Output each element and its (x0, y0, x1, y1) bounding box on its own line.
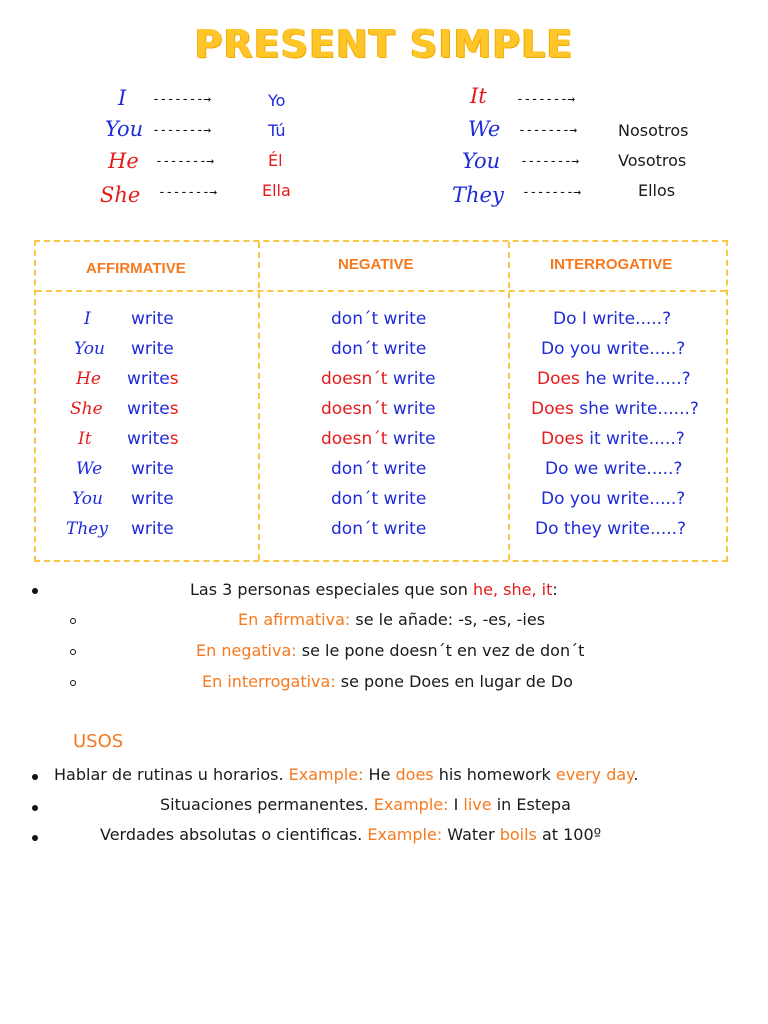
uso-segment: at 100º (536, 825, 602, 844)
row-interrogative: Do we write.....? (545, 459, 683, 479)
row-interrogative: Does he write.....? (537, 369, 691, 389)
usos-heading: USOS (73, 731, 124, 752)
table-row (36, 459, 726, 489)
uso-segment: . (633, 765, 639, 784)
translation-el: Él (268, 151, 283, 170)
uso-segment: Example: (288, 765, 364, 784)
row-negative: don´t write (331, 309, 427, 329)
table-row (36, 519, 726, 549)
sub-bullet (70, 649, 76, 655)
translation-yo: Yo (268, 91, 286, 110)
pronoun-we: We (468, 117, 501, 141)
arrow: -------→ (520, 154, 579, 169)
bullet (32, 774, 38, 780)
row-negative: don´t write (331, 339, 427, 359)
table-row (36, 429, 726, 459)
uso-segment: does (395, 765, 434, 784)
note-affirmative: En afirmativa: se le añade: -s, -es, -ies (238, 610, 546, 629)
uso-segment: in Estepa (491, 795, 571, 814)
uso-segment: his homework (433, 765, 556, 784)
row-pronoun: We (76, 459, 103, 479)
uso-segment: boils (499, 825, 537, 844)
translation-tu: Tú (268, 121, 286, 140)
row-verb: write (131, 489, 174, 509)
translation-vosotros: Vosotros (618, 151, 687, 170)
row-verb: write (131, 459, 174, 479)
row-verb: writes (127, 399, 179, 419)
uso-segment: Example: (367, 825, 443, 844)
row-pronoun: You (74, 339, 105, 359)
uso-item (160, 795, 571, 814)
table-row (36, 489, 726, 519)
conjugation-table (34, 240, 728, 562)
arrow: -------→ (155, 154, 214, 169)
row-pronoun: They (66, 519, 108, 539)
row-negative: don´t write (331, 519, 427, 539)
pronoun-i: I (118, 86, 127, 110)
header-negative: NEGATIVE (338, 256, 414, 273)
arrow: -------→ (152, 92, 211, 107)
row-negative: don´t write (331, 459, 427, 479)
row-verb: writes (127, 429, 179, 449)
row-negative: doesn´t write (321, 429, 436, 449)
row-interrogative: Do you write.....? (541, 489, 686, 509)
pronoun-it: It (470, 84, 487, 108)
table-row (36, 369, 726, 399)
page-title: PRESENT SIMPLE (194, 22, 574, 66)
row-negative: doesn´t write (321, 399, 436, 419)
uso-segment: Water (442, 825, 500, 844)
uso-item (100, 825, 601, 844)
row-pronoun: He (76, 369, 101, 389)
row-interrogative: Does it write.....? (541, 429, 685, 449)
row-interrogative: Do I write.....? (553, 309, 672, 329)
pronoun-you: You (105, 117, 144, 141)
bullet (32, 805, 38, 811)
note-main: Las 3 personas especiales que son he, she, it: (190, 580, 558, 599)
row-interrogative: Do they write.....? (535, 519, 687, 539)
pronoun-they: They (452, 183, 504, 207)
arrow: -------→ (522, 185, 581, 200)
sub-bullet (70, 680, 76, 686)
row-negative: don´t write (331, 489, 427, 509)
uso-segment: Situaciones permanentes. (160, 795, 374, 814)
row-interrogative: Does she write......? (531, 399, 699, 419)
pronoun-he: He (108, 149, 139, 173)
row-pronoun: She (70, 399, 103, 419)
uso-segment: I (448, 795, 464, 814)
header-affirmative: AFFIRMATIVE (86, 260, 186, 277)
row-verb: writes (127, 369, 179, 389)
table-row (36, 399, 726, 429)
translation-ella: Ella (262, 181, 291, 200)
pronoun-you-plural: You (462, 149, 501, 173)
row-verb: write (131, 339, 174, 359)
bullet (32, 588, 38, 594)
header-interrogative: INTERROGATIVE (550, 256, 673, 273)
row-pronoun: I (84, 309, 91, 329)
bullet (32, 835, 38, 841)
sub-bullet (70, 618, 76, 624)
header-divider (36, 290, 726, 292)
row-pronoun: It (78, 429, 92, 449)
table-row (36, 339, 726, 369)
uso-segment: Example: (373, 795, 449, 814)
note-negative: En negativa: se le pone doesn´t en vez de don´t (196, 641, 585, 660)
note-interrogative: En interrogativa: se pone Does en lugar de Do (202, 672, 573, 691)
uso-segment: Verdades absolutas o cientificas. (100, 825, 368, 844)
table-row (36, 309, 726, 339)
uso-item (54, 765, 638, 784)
uso-segment: live (463, 795, 492, 814)
uso-segment: every day (555, 765, 634, 784)
uso-segment: Hablar de rutinas u horarios. (54, 765, 289, 784)
pronoun-she: She (100, 183, 141, 207)
arrow: -------→ (152, 123, 211, 138)
arrow: -------→ (516, 92, 575, 107)
row-verb: write (131, 309, 174, 329)
uso-segment: He (363, 765, 396, 784)
row-interrogative: Do you write.....? (541, 339, 686, 359)
arrow: -------→ (158, 185, 217, 200)
translation-nosotros: Nosotros (618, 121, 689, 140)
arrow: -------→ (518, 123, 577, 138)
row-negative: doesn´t write (321, 369, 436, 389)
translation-ellos: Ellos (638, 181, 676, 200)
row-verb: write (131, 519, 174, 539)
row-pronoun: You (72, 489, 103, 509)
